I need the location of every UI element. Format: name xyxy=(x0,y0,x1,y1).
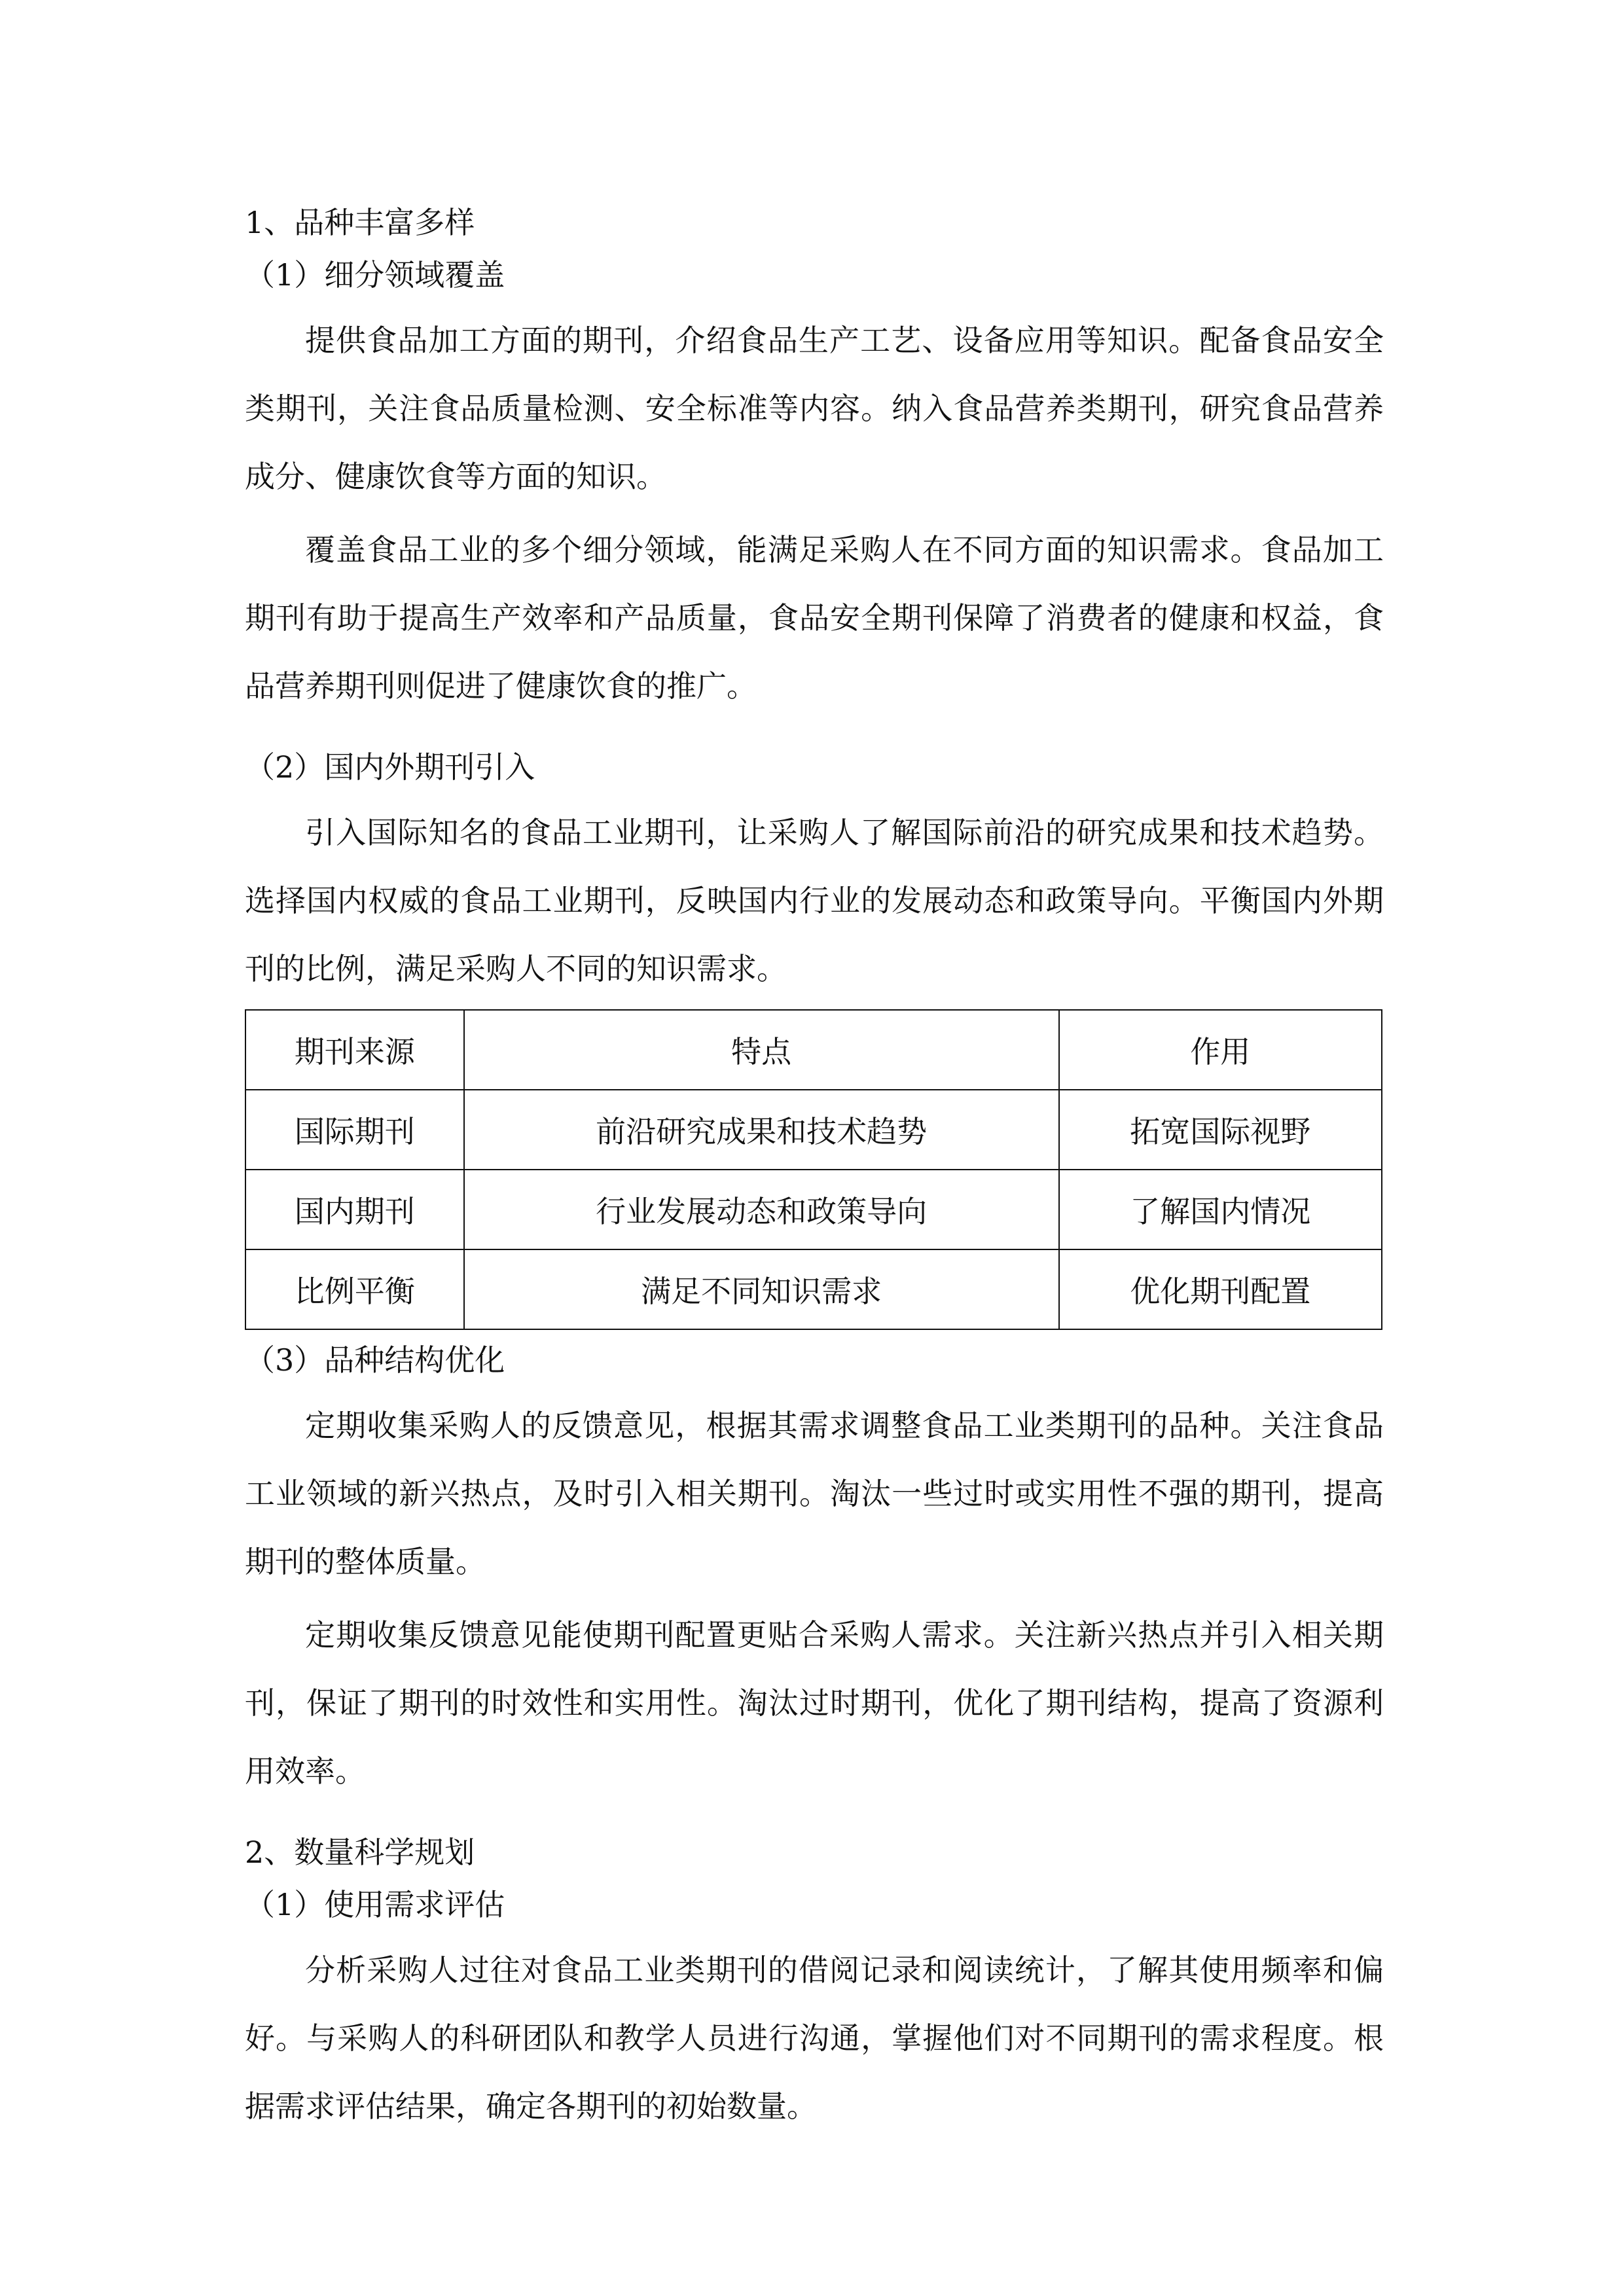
table-cell: 前沿研究成果和技术趋势 xyxy=(464,1090,1059,1170)
subsection-heading-2-1: （1）使用需求评估 xyxy=(245,1887,505,1922)
paragraph: 定期收集采购人的反馈意见，根据其需求调整食品工业类期刊的品种。关注食品工业领域的新兴热点，及时引入相关期刊。淘汰一些过时或实用性不强的期刊，提高期刊的整体质量。 xyxy=(245,1408,1384,1579)
paragraph: 分析采购人过往对食品工业类期刊的借阅记录和阅读统计，了解其使用频率和偏好。与采购人的科研团队和教学人员进行沟通，掌握他们对不同期刊的需求程度。根据需求评估结果，确定各期刊的初始数量。 xyxy=(245,1952,1384,2124)
table-header-cell: 期刊来源 xyxy=(245,1010,464,1090)
table-cell: 拓宽国际视野 xyxy=(1059,1090,1382,1170)
document-body xyxy=(245,196,1384,2140)
paragraph: 定期收集反馈意见能使期刊配置更贴合采购人需求。关注新兴热点并引入相关期刊，保证了期刊的时效性和实用性。淘汰过时期刊，优化了期刊结构，提高了资源利用效率。 xyxy=(245,1617,1384,1789)
section-heading-2: 2、数量科学规划 xyxy=(245,1835,475,1870)
subsection-heading-1-2: （2）国内外期刊引入 xyxy=(245,749,535,785)
table-row xyxy=(245,1249,1382,1329)
table-row xyxy=(245,1090,1382,1170)
section-heading-1: 1、品种丰富多样 xyxy=(245,205,475,240)
paragraph: 引入国际知名的食品工业期刊，让采购人了解国际前沿的研究成果和技术趋势。选择国内权威的食品工业期刊，反映国内行业的发展动态和政策导向。平衡国内外期刊的比例，满足采购人不同的知识需求。 xyxy=(245,815,1384,986)
subsection-heading-1-1: （1）细分领域覆盖 xyxy=(245,257,505,293)
paragraph: 提供食品加工方面的期刊，介绍食品生产工艺、设备应用等知识。配备食品安全类期刊，关注食品质量检测、安全标准等内容。纳入食品营养类期刊，研究食品营养成分、健康饮食等方面的知识。 xyxy=(245,323,1384,494)
paragraph: 覆盖食品工业的多个细分领域，能满足采购人在不同方面的知识需求。食品加工期刊有助于提高生产效率和产品质量，食品安全期刊保障了消费者的健康和权益，食品营养期刊则促进了健康饮食的推广。 xyxy=(245,532,1384,704)
subsection-heading-1-3: （3）品种结构优化 xyxy=(245,1342,505,1378)
table-cell: 国内期刊 xyxy=(245,1170,464,1249)
table-cell: 优化期刊配置 xyxy=(1059,1249,1382,1329)
table-header-row xyxy=(245,1010,1382,1090)
table-cell: 行业发展动态和政策导向 xyxy=(464,1170,1059,1249)
table-cell: 国际期刊 xyxy=(245,1090,464,1170)
table-cell: 了解国内情况 xyxy=(1059,1170,1382,1249)
table-header-cell: 特点 xyxy=(464,1010,1059,1090)
table-cell: 比例平衡 xyxy=(245,1249,464,1329)
table-header-cell: 作用 xyxy=(1059,1010,1382,1090)
table-cell: 满足不同知识需求 xyxy=(464,1249,1059,1329)
table-row xyxy=(245,1170,1382,1249)
journal-source-table xyxy=(245,1009,1382,1330)
